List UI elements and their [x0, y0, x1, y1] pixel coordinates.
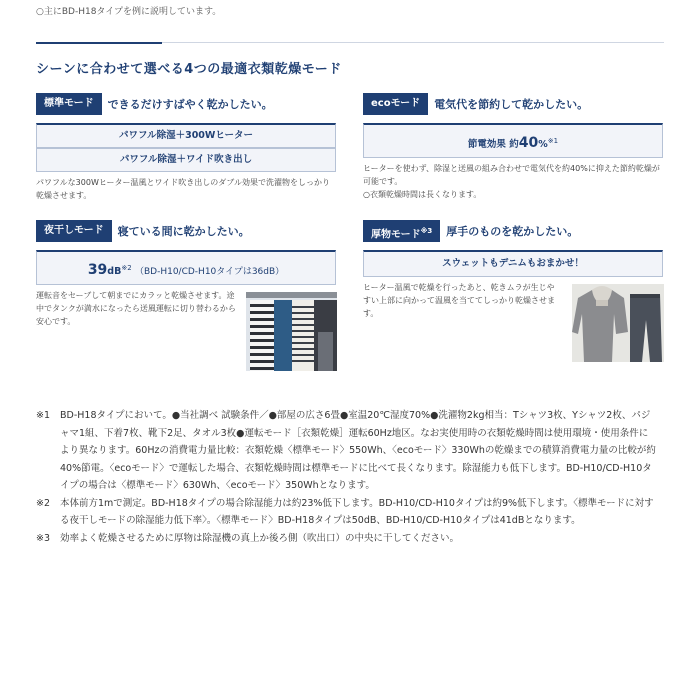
mode-eco-tagline: 電気代を節約して乾かしたい。 — [434, 98, 589, 111]
footnote-3 — [36, 530, 656, 548]
mode-heavy-badge-label: 厚物モード — [371, 229, 421, 241]
mode-standard-badge: 標準モード — [36, 93, 102, 115]
footnote-3-text: 効率よく乾燥させるために厚物は除湿機の真上か後ろ側（吹出口）の中央に干してください。 — [60, 532, 460, 544]
top-note: ○主にBD-H18タイプを例に説明しています。 — [36, 7, 222, 17]
mode-eco-feature-value: 40 — [518, 135, 539, 152]
mode-heavy-header — [363, 220, 663, 242]
mode-standard-header — [36, 93, 336, 115]
mode-standard — [36, 93, 336, 202]
footnote-1 — [36, 407, 656, 495]
footnote-2 — [36, 495, 656, 530]
mode-heavy-description: ヒーター温風で乾燥を行ったあと、乾きムラが生じやすい上部に向かって温風を当ててしっかり乾燥させます。 — [363, 283, 555, 318]
mode-standard-tagline: できるだけすばやく乾かしたい。 — [107, 98, 273, 111]
heavy-laundry-photo — [572, 284, 664, 362]
mode-eco-feature-unit: % — [538, 139, 548, 151]
mode-night-feature — [36, 250, 336, 285]
footnote-3-mark: ※3 — [36, 532, 51, 544]
mode-night-description: 運転音をセーブして朝までにカラッと乾燥させます。途中でタンクが満水になったら送風運転に切り替わるから安心です。 — [36, 291, 236, 326]
mode-night-badge: 夜干しモード — [36, 220, 112, 242]
mode-night-feature-extra: （BD-H10/CD-H10タイプは36dB） — [134, 267, 285, 278]
footnote-2-mark: ※2 — [36, 497, 51, 509]
mode-eco-feature-label: 節電効果 約 — [467, 139, 519, 151]
mode-eco-sub-note: ○衣類乾燥時間は長くなります。 — [363, 190, 482, 199]
mode-night-features — [36, 250, 336, 285]
mode-heavy-badge — [363, 220, 440, 242]
footnote-1-mark: ※1 — [36, 410, 51, 421]
mode-eco-header — [363, 93, 663, 115]
mode-heavy-tagline: 厚手のものを乾かしたい。 — [446, 225, 579, 238]
mode-eco-feature-note: ※1 — [547, 137, 559, 145]
page-title: シーンに合わせて選べる4つの最適衣類乾燥モード — [36, 62, 342, 77]
striped-shirt-image — [250, 300, 274, 371]
footnote-1-text: BD-H18タイプにおいて。●当社調べ 試験条件／●部屋の広さ6畳●室温20℃湿度70%●洗濯物2kg相当：Tシャツ3枚、Yシャツ2枚、パジャマ1組、下着7枚、靴下2足、タオル3枚●運転モード［衣類乾燥］運転60Hz地区。なお実使用時の衣類乾燥時間は使用環境・使用条件により異なります。60Hzの消費電力量比較：衣類乾燥〈標準モード〉550Wh、〈ecoモード〉330Whの乾燥までの積算消費電力量の比較が約40%節電。〈ecoモード〉で運転した場合、衣類乾燥時間は標準モードに比べて長くなります。除湿能力も低下します。BD-H10/CD-H10タイプの場合は〈標準モード〉630Wh、〈ecoモード〉350Whとなります。 — [60, 410, 656, 491]
title-rule — [162, 42, 664, 43]
mode-eco-features — [363, 123, 663, 158]
mode-night-tagline: 寝ている間に乾かしたい。 — [117, 225, 250, 238]
mode-heavy-features — [363, 250, 663, 277]
mode-heavy-badge-note: ※3 — [420, 227, 433, 235]
mode-night-feature-value: 39 — [87, 262, 108, 279]
footnotes — [36, 407, 656, 547]
footnote-2-text: 本体前方1mで測定。BD-H18タイプの場合除湿能力は約23%低下します。BD-H10/CD-H10タイプは約9%低下します。〈標準モードに対する夜干しモードの除湿能力低下率〉。〈標準モード〉BD-H18タイプは50dB、BD-H10/CD-H10タイプは41dBとなります。 — [60, 497, 654, 526]
mode-heavy-feature-1: スウェットもデニムもおまかせ！ — [363, 250, 663, 277]
title-rule-accent — [36, 42, 162, 44]
mode-night-header — [36, 220, 336, 242]
mode-standard-feature-2: パワフル除湿＋ワイド吹き出し — [36, 148, 336, 172]
mode-eco-feature — [363, 123, 663, 158]
mode-eco — [363, 93, 663, 201]
mode-night-feature-note: ※2 — [121, 264, 132, 272]
mode-night-feature-unit: dB — [107, 266, 122, 278]
striped-shirt-image-2 — [292, 300, 314, 371]
mode-eco-badge: ecoモード — [363, 93, 428, 115]
mode-standard-feature-1: パワフル除湿＋300Wヒーター — [36, 123, 336, 148]
mode-eco-description: ヒーターを使わず、除湿と送風の組み合わせで電気代を約40%に抑えた節約乾燥が可能です。 — [363, 164, 660, 186]
mode-standard-description: パワフルな300Wヒーター温風とワイド吹き出しのダブル効果で洗濯物をしっかり乾燥させます。 — [36, 178, 330, 200]
night-laundry-photo — [246, 292, 337, 371]
mode-standard-features — [36, 123, 336, 172]
